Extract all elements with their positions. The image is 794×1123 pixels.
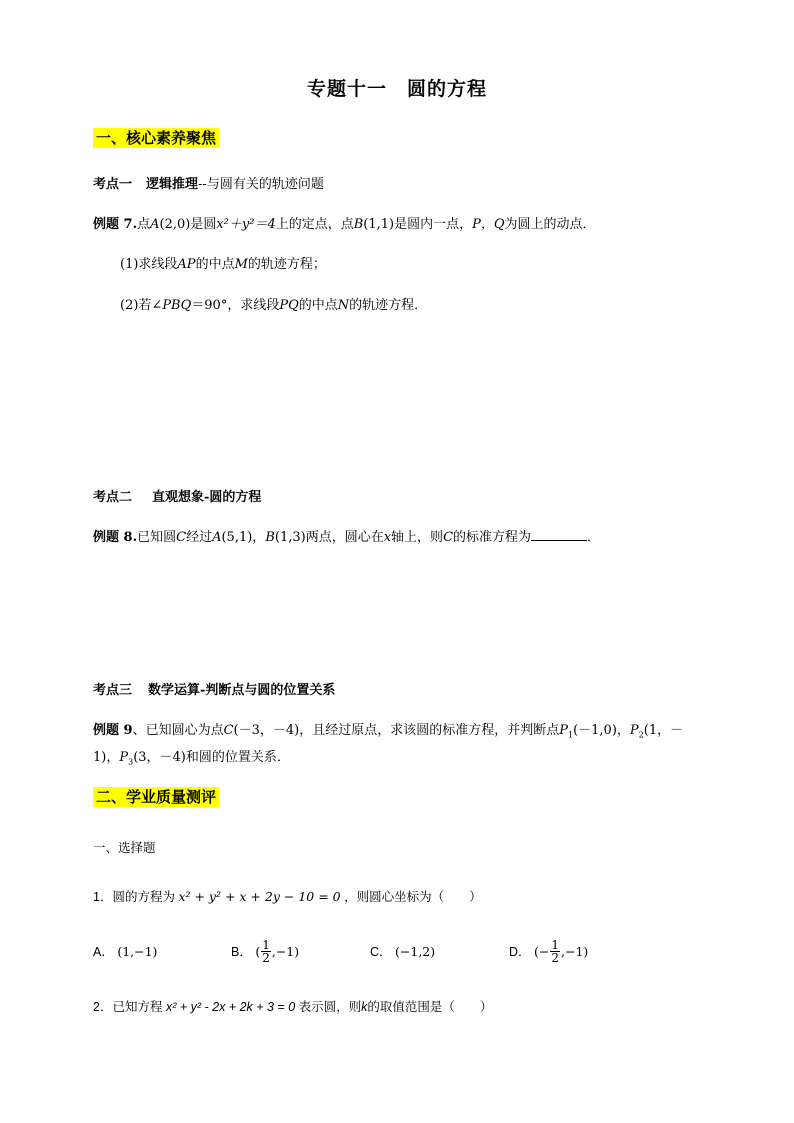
- example-9-line-1: [93, 719, 683, 740]
- answer-blank[interactable]: [531, 528, 587, 541]
- example-8-b-coord: (1,3)两点，圆心在: [274, 530, 384, 545]
- question-2-k: k: [361, 1000, 368, 1014]
- example-7-text-a: 点: [137, 217, 151, 232]
- example-8-text-c: 轴上，则: [391, 530, 444, 545]
- example-7-part-1: [120, 253, 326, 272]
- option-d-label: D．: [509, 945, 531, 959]
- example-8-end: ．: [587, 530, 601, 545]
- topic-1-rest: --与圆有关的轨迹问题: [198, 177, 324, 192]
- option-d-denominator: 2: [551, 950, 560, 965]
- part-1-end: 的轨迹方程；: [247, 257, 326, 272]
- example-8-text-a: 已知圆: [137, 530, 177, 545]
- point-p2-sub: 2: [638, 730, 644, 740]
- example-8-stem: [93, 526, 600, 545]
- part-heading-choice: 一、选择题: [93, 841, 156, 855]
- question-1-equation: x² + y² + x + 2y − 10 = 0: [178, 889, 341, 904]
- option-c-value: (−1,2): [395, 943, 436, 959]
- option-b-denominator: 2: [262, 950, 270, 965]
- part-1-mid: 的中点: [195, 257, 235, 272]
- example-8-text-d: 的标准方程为: [453, 530, 532, 545]
- section-heading-core: [93, 127, 219, 148]
- section-heading-assessment: [93, 786, 219, 807]
- point-p1: P: [559, 723, 568, 738]
- option-d-post: ,−1): [561, 943, 589, 959]
- example-7-points-pq: P，Q: [472, 217, 505, 232]
- option-a-label: A．: [93, 945, 114, 959]
- question-2-equation: x² + y² - 2x + 2k + 3 = 0: [165, 1000, 296, 1014]
- option-d-pre: (−: [534, 943, 550, 959]
- example-9-line-2: [93, 746, 290, 767]
- point-p1-coord: (－1,0)，: [573, 723, 630, 738]
- question-1-option-c[interactable]: [370, 933, 435, 969]
- question-2-text-a: 2．已知方程: [93, 1000, 163, 1014]
- example-8-circle-c: C: [176, 530, 187, 545]
- example-9-line2-a: 1)，: [93, 750, 120, 765]
- point-p2-coord: (1，－: [643, 723, 684, 738]
- example-7-label: 例题 7.: [93, 217, 138, 232]
- topic-3-name: 数学运算-判断点与圆的位置关系: [148, 683, 336, 698]
- question-1-stem: [93, 887, 482, 905]
- option-b-fraction: [261, 939, 271, 964]
- part-2-mid: ＝90°，求线段: [191, 298, 280, 313]
- segment-pq: PQ: [279, 298, 299, 313]
- question-1-text-a: 1．圆的方程为: [93, 890, 175, 904]
- question-1-option-b[interactable]: [231, 933, 299, 969]
- example-8-circle-c2: C: [443, 530, 454, 545]
- question-1-text-b: ，则圆心坐标为（ ）: [344, 890, 482, 904]
- topic-3-label: 考点三: [93, 683, 133, 698]
- option-a-value: (1,−1): [117, 943, 158, 959]
- option-b-numerator: 1: [262, 937, 270, 952]
- angle-pbq: PBQ: [162, 298, 192, 313]
- example-8-x-axis: x: [383, 530, 392, 545]
- example-7-point-b: B: [353, 217, 364, 232]
- option-b-pre: (: [255, 943, 261, 959]
- option-d-fraction: [550, 939, 560, 964]
- example-7-text-c: 为圆上的动点．: [504, 217, 596, 232]
- example-8-point-b: B: [265, 530, 275, 545]
- example-7-stem: [93, 213, 596, 232]
- example-7-a-coord: (2,0)是圆: [159, 217, 217, 232]
- example-7-part-2: [120, 294, 427, 313]
- question-2-text-b: 表示圆，则: [298, 1000, 362, 1014]
- example-8-text-b: 经过: [186, 530, 213, 545]
- example-9-center-c: C: [223, 723, 234, 738]
- question-1-option-a[interactable]: [93, 933, 157, 969]
- topic-2-name: 直观想象-圆的方程: [152, 490, 262, 505]
- question-1-option-d[interactable]: [509, 933, 588, 969]
- topic-2-label: 考点二: [93, 490, 133, 505]
- point-n: N: [337, 298, 350, 313]
- part-2-end: 的轨迹方程．: [349, 298, 428, 313]
- point-p3: P: [119, 750, 129, 765]
- example-9-text-b: (－3，－4)，且经过原点，求该圆的标准方程，并判断点: [233, 723, 560, 738]
- example-7-text-b: 上的定点，点: [275, 217, 354, 232]
- example-9-line2-b: (3，－4)和圆的位置关系．: [133, 750, 290, 765]
- example-8-point-a: A: [212, 530, 222, 545]
- example-8-label: 例题 8.: [93, 530, 138, 545]
- example-9-text-a: 、已知圆心为点: [132, 723, 224, 738]
- option-d-numerator: 1: [551, 937, 560, 952]
- part-2-text: (2)若∠: [120, 298, 163, 313]
- segment-ap: AP: [177, 257, 196, 272]
- point-p3-sub: 3: [128, 757, 134, 767]
- question-2-text-c: 的取值范围是（ ）: [367, 1000, 493, 1014]
- point-m: M: [234, 257, 248, 272]
- example-9-label: 例题 9: [93, 723, 133, 738]
- topic-1-label: 考点一: [93, 177, 133, 192]
- topic-3-heading: [93, 679, 335, 698]
- topic-1-name: 逻辑推理: [146, 177, 199, 192]
- section-heading-assessment-label: 二、学业质量测评: [93, 787, 219, 807]
- option-b-label: B．: [231, 945, 252, 959]
- topic-2-heading: [93, 486, 261, 505]
- option-c-label: C．: [370, 945, 392, 959]
- question-2-stem: [93, 997, 492, 1015]
- example-7-b-coord: (1,1)是圆内一点，: [363, 217, 473, 232]
- example-7-point-a: A: [150, 217, 160, 232]
- point-p1-sub: 1: [567, 730, 574, 740]
- part-2-mid2: 的中点: [298, 298, 338, 313]
- example-8-a-coord: (5,1)，: [221, 530, 266, 545]
- point-p2: P: [629, 723, 639, 738]
- option-b-post: ,−1): [271, 943, 300, 959]
- topic-1-heading: [93, 173, 324, 192]
- section-heading-core-label: 一、核心素养聚焦: [93, 128, 219, 148]
- example-7-circle-equation: x²＋y²＝4: [216, 217, 276, 232]
- part-1-text: (1)求线段: [120, 257, 178, 272]
- page-title: 专题十一 圆的方程: [306, 78, 487, 100]
